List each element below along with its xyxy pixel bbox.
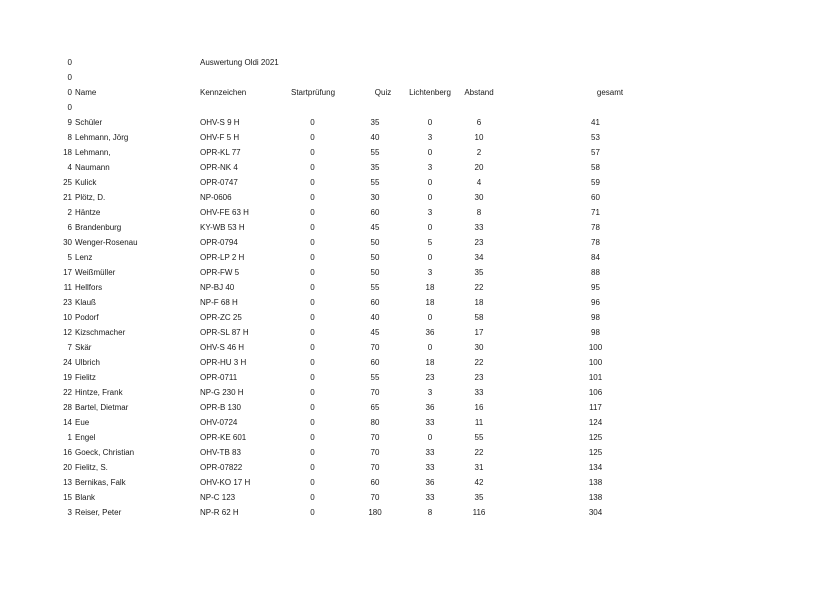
row-licht: 5 xyxy=(427,238,433,247)
row-ges: 100 xyxy=(588,343,603,352)
row-licht: 3 xyxy=(427,133,433,142)
row-start: 0 xyxy=(310,163,315,172)
row-plate: OPR-KE 601 xyxy=(200,433,247,442)
row-licht: 0 xyxy=(427,343,433,352)
row-plate: NP-R 62 H xyxy=(200,508,239,517)
row-quiz: 60 xyxy=(370,478,380,487)
row-abst: 2 xyxy=(476,148,482,157)
row-plate: OPR-0794 xyxy=(200,238,238,247)
row-name: Lehmann, xyxy=(75,148,111,157)
row-name: Fielitz, S. xyxy=(75,463,108,472)
row-ges: 125 xyxy=(588,433,603,442)
row-plate: OPR-HU 3 H xyxy=(200,358,247,367)
row-ges: 96 xyxy=(591,298,600,307)
row-ges: 100 xyxy=(588,358,603,367)
table-row xyxy=(0,147,835,159)
row-abst: 58 xyxy=(474,313,484,322)
table-row xyxy=(0,132,835,144)
row-rank: 3 xyxy=(67,508,72,517)
row-quiz: 80 xyxy=(370,418,380,427)
table-row xyxy=(0,417,835,429)
row-rank: 20 xyxy=(63,463,72,472)
row-ges: 106 xyxy=(588,388,603,397)
row-ges: 78 xyxy=(591,223,600,232)
row-start: 0 xyxy=(310,388,315,397)
row-ges: 124 xyxy=(588,418,603,427)
row-quiz: 40 xyxy=(370,133,380,142)
row-name: Goeck, Christian xyxy=(75,448,135,457)
table-row xyxy=(0,222,835,234)
row-rank: 15 xyxy=(63,493,72,502)
row-start: 0 xyxy=(310,433,315,442)
row-abst: 6 xyxy=(476,118,482,127)
row-rank: 16 xyxy=(63,448,72,457)
row-start: 0 xyxy=(310,133,315,142)
row-plate: OHV-FE 63 H xyxy=(200,208,249,217)
row-abst: 33 xyxy=(474,223,484,232)
row-plate: OPR-SL 87 H xyxy=(200,328,249,337)
row-rank: 4 xyxy=(67,163,72,172)
row-plate: OHV-KO 17 H xyxy=(200,478,251,487)
row-plate: OPR-B 130 xyxy=(200,403,241,412)
preamble-value: 0 xyxy=(67,73,72,82)
row-name: Weißmüller xyxy=(75,268,116,277)
row-quiz: 50 xyxy=(370,238,380,247)
row-abst: 22 xyxy=(474,448,484,457)
row-name: Eue xyxy=(75,418,90,427)
title-row xyxy=(0,57,835,69)
row-name: Reiser, Peter xyxy=(75,508,122,517)
row-rank: 8 xyxy=(67,133,72,142)
row-licht: 33 xyxy=(425,418,435,427)
row-start: 0 xyxy=(310,463,315,472)
row-ges: 58 xyxy=(591,163,600,172)
table-row xyxy=(0,162,835,174)
row-licht: 0 xyxy=(427,148,433,157)
row-name: Wenger-Rosenau xyxy=(75,238,138,247)
row-plate: OPR-0711 xyxy=(200,373,238,382)
row-quiz: 55 xyxy=(370,283,380,292)
row-ges: 95 xyxy=(591,283,600,292)
row-licht: 0 xyxy=(427,118,433,127)
row-rank: 28 xyxy=(63,403,72,412)
row-start: 0 xyxy=(310,403,315,412)
row-start: 0 xyxy=(310,448,315,457)
row-plate: OPR-ZC 25 xyxy=(200,313,242,322)
header-quiz: Quiz xyxy=(374,88,392,97)
preamble-row xyxy=(0,72,835,84)
row-abst: 35 xyxy=(474,268,484,277)
row-start: 0 xyxy=(310,298,315,307)
table-row xyxy=(0,402,835,414)
row-ges: 138 xyxy=(588,478,603,487)
row-rank: 10 xyxy=(63,313,72,322)
row-name: Hellfors xyxy=(75,283,103,292)
row-quiz: 55 xyxy=(370,148,380,157)
row-rank: 19 xyxy=(63,373,72,382)
row-name: Lenz xyxy=(75,253,93,262)
row-quiz: 45 xyxy=(370,223,380,232)
row-quiz: 180 xyxy=(368,508,382,517)
row-start: 0 xyxy=(310,343,315,352)
row-licht: 0 xyxy=(427,193,433,202)
row-abst: 30 xyxy=(474,193,484,202)
row-plate: OPR-LP 2 H xyxy=(200,253,245,262)
row-start: 0 xyxy=(310,508,315,517)
row-quiz: 40 xyxy=(370,313,380,322)
row-licht: 36 xyxy=(425,478,435,487)
row-plate: NP-G 230 H xyxy=(200,388,244,397)
after-header-value: 0 xyxy=(67,103,72,112)
row-quiz: 35 xyxy=(370,163,380,172)
row-licht: 0 xyxy=(427,313,433,322)
header-plate: Kennzeichen xyxy=(200,88,247,97)
row-start: 0 xyxy=(310,418,315,427)
row-ges: 57 xyxy=(591,148,600,157)
row-name: Kulick xyxy=(75,178,97,187)
row-name: Blank xyxy=(75,493,96,502)
row-start: 0 xyxy=(310,148,315,157)
table-row xyxy=(0,312,835,324)
row-abst: 31 xyxy=(474,463,484,472)
row-start: 0 xyxy=(310,268,315,277)
row-start: 0 xyxy=(310,223,315,232)
row-abst: 8 xyxy=(476,208,482,217)
row-plate: OPR-07822 xyxy=(200,463,243,472)
table-row xyxy=(0,267,835,279)
row-name: Bernikas, Falk xyxy=(75,478,126,487)
row-licht: 33 xyxy=(425,493,435,502)
table-row xyxy=(0,447,835,459)
row-name: Plötz, D. xyxy=(75,193,106,202)
row-plate: OHV-F 5 H xyxy=(200,133,240,142)
row-plate: OPR-0747 xyxy=(200,178,238,187)
table-row xyxy=(0,492,835,504)
page-title: Auswertung Oldi 2021 xyxy=(200,58,279,67)
row-start: 0 xyxy=(310,358,315,367)
row-plate: OPR-KL 77 xyxy=(200,148,241,157)
row-name: Podorf xyxy=(75,313,99,322)
row-start: 0 xyxy=(310,328,315,337)
header-licht: Lichtenberg xyxy=(409,88,451,97)
header-abst: Abstand xyxy=(464,88,494,97)
row-start: 0 xyxy=(310,478,315,487)
after-header-row xyxy=(0,102,835,114)
table-row xyxy=(0,177,835,189)
row-licht: 33 xyxy=(425,448,435,457)
row-quiz: 70 xyxy=(370,493,380,502)
row-plate: OHV-S 9 H xyxy=(200,118,240,127)
row-start: 0 xyxy=(310,118,315,127)
row-abst: 17 xyxy=(474,328,484,337)
row-abst: 116 xyxy=(472,508,486,517)
row-rank: 6 xyxy=(67,223,72,232)
row-name: Bartel, Dietmar xyxy=(75,403,129,412)
row-abst: 42 xyxy=(474,478,484,487)
row-ges: 125 xyxy=(588,448,603,457)
row-quiz: 45 xyxy=(370,328,380,337)
row-abst: 34 xyxy=(474,253,484,262)
row-start: 0 xyxy=(310,313,315,322)
row-plate: NP-F 68 H xyxy=(200,298,238,307)
row-licht: 8 xyxy=(427,508,433,517)
row-licht: 18 xyxy=(425,283,435,292)
row-abst: 23 xyxy=(474,373,484,382)
row-quiz: 50 xyxy=(370,253,380,262)
row-licht: 33 xyxy=(425,463,435,472)
row-plate: OHV-TB 83 xyxy=(200,448,241,457)
row-ges: 88 xyxy=(591,268,600,277)
row-name: Schüler xyxy=(75,118,103,127)
row-licht: 0 xyxy=(427,253,433,262)
row-abst: 55 xyxy=(474,433,484,442)
row-abst: 22 xyxy=(474,358,484,367)
row-abst: 23 xyxy=(474,238,484,247)
row-name: Klauß xyxy=(75,298,96,307)
row-rank: 23 xyxy=(63,298,72,307)
row-licht: 36 xyxy=(425,328,435,337)
row-licht: 3 xyxy=(427,163,433,172)
table-row xyxy=(0,372,835,384)
row-rank: 11 xyxy=(63,283,72,292)
row-ges: 84 xyxy=(591,253,600,262)
row-abst: 16 xyxy=(474,403,484,412)
row-plate: NP-BJ 40 xyxy=(200,283,235,292)
row-name: Fielitz xyxy=(75,373,96,382)
row-start: 0 xyxy=(310,238,315,247)
row-ges: 138 xyxy=(588,493,603,502)
row-start: 0 xyxy=(310,493,315,502)
row-name: Lehmann, Jörg xyxy=(75,133,129,142)
row-licht: 3 xyxy=(427,208,433,217)
table-row xyxy=(0,327,835,339)
row-abst: 22 xyxy=(474,283,484,292)
row-quiz: 50 xyxy=(370,268,380,277)
row-rank: 14 xyxy=(63,418,72,427)
row-rank: 21 xyxy=(63,193,72,202)
row-licht: 18 xyxy=(425,298,435,307)
header-row xyxy=(0,87,835,99)
row-quiz: 70 xyxy=(370,388,380,397)
row-rank: 1 xyxy=(67,433,72,442)
row-licht: 3 xyxy=(427,388,433,397)
table-row xyxy=(0,252,835,264)
row-licht: 3 xyxy=(427,268,433,277)
row-rank: 2 xyxy=(67,208,72,217)
row-rank: 5 xyxy=(67,253,72,262)
row-ges: 98 xyxy=(591,328,600,337)
row-quiz: 70 xyxy=(370,433,380,442)
row-rank: 24 xyxy=(63,358,72,367)
row-abst: 35 xyxy=(474,493,484,502)
row-ges: 98 xyxy=(591,313,600,322)
row-name: Häntze xyxy=(75,208,101,217)
row-name: Engel xyxy=(75,433,96,442)
row-plate: NP-C 123 xyxy=(200,493,236,502)
row-name: Naumann xyxy=(75,163,110,172)
row-ges: 41 xyxy=(591,118,600,127)
table-row xyxy=(0,477,835,489)
row-plate: OPR-FW 5 xyxy=(200,268,240,277)
row-start: 0 xyxy=(310,283,315,292)
row-licht: 0 xyxy=(427,433,433,442)
row-abst: 33 xyxy=(474,388,484,397)
row-rank: 12 xyxy=(63,328,72,337)
row-rank: 17 xyxy=(63,268,72,277)
row-rank: 7 xyxy=(67,343,72,352)
row-licht: 0 xyxy=(427,178,433,187)
row-plate: NP-0606 xyxy=(200,193,232,202)
table-row xyxy=(0,507,835,519)
row-ges: 71 xyxy=(591,208,600,217)
row-plate: OPR-NK 4 xyxy=(200,163,238,172)
row-start: 0 xyxy=(310,373,315,382)
table-row xyxy=(0,342,835,354)
row-quiz: 70 xyxy=(370,463,380,472)
table-row xyxy=(0,462,835,474)
row-rank: 9 xyxy=(67,118,72,127)
row-start: 0 xyxy=(310,208,315,217)
row-quiz: 70 xyxy=(370,448,380,457)
header-rank: 0 xyxy=(67,88,72,97)
row-name: Brandenburg xyxy=(75,223,122,232)
row-name: Kizschmacher xyxy=(75,328,126,337)
row-abst: 10 xyxy=(474,133,484,142)
table-row xyxy=(0,387,835,399)
row-ges: 60 xyxy=(591,193,600,202)
row-licht: 18 xyxy=(425,358,435,367)
header-ges: gesamt xyxy=(596,88,624,97)
row-ges: 59 xyxy=(591,178,600,187)
table-row xyxy=(0,357,835,369)
row-quiz: 35 xyxy=(370,118,380,127)
row-abst: 4 xyxy=(476,178,482,187)
row-licht: 36 xyxy=(425,403,435,412)
row-name: Hintze, Frank xyxy=(75,388,123,397)
row-licht: 23 xyxy=(425,373,435,382)
row-quiz: 70 xyxy=(370,343,380,352)
row-rank: 22 xyxy=(63,388,72,397)
row-quiz: 30 xyxy=(370,193,380,202)
row-ges: 134 xyxy=(588,463,603,472)
table-row xyxy=(0,192,835,204)
preamble-value: 0 xyxy=(67,58,72,67)
row-rank: 25 xyxy=(63,178,72,187)
row-plate: OHV-S 46 H xyxy=(200,343,245,352)
row-start: 0 xyxy=(310,178,315,187)
row-start: 0 xyxy=(310,193,315,202)
row-quiz: 65 xyxy=(370,403,380,412)
row-licht: 0 xyxy=(427,223,433,232)
row-start: 0 xyxy=(310,253,315,262)
row-quiz: 55 xyxy=(370,373,380,382)
row-quiz: 60 xyxy=(370,298,380,307)
row-ges: 78 xyxy=(591,238,600,247)
row-ges: 53 xyxy=(591,133,600,142)
row-abst: 11 xyxy=(474,418,484,427)
header-name: Name xyxy=(75,88,97,97)
row-ges: 304 xyxy=(588,508,603,517)
row-plate: KY-WB 53 H xyxy=(200,223,245,232)
row-abst: 20 xyxy=(474,163,484,172)
row-quiz: 60 xyxy=(370,358,380,367)
row-abst: 18 xyxy=(474,298,484,307)
header-start: Startprüfung xyxy=(290,88,336,97)
row-plate: OHV-0724 xyxy=(200,418,238,427)
table-row xyxy=(0,297,835,309)
row-ges: 101 xyxy=(588,373,603,382)
row-quiz: 60 xyxy=(370,208,380,217)
row-name: Skär xyxy=(75,343,92,352)
row-rank: 18 xyxy=(63,148,72,157)
row-name: Ulbrich xyxy=(75,358,100,367)
row-abst: 30 xyxy=(474,343,484,352)
table-row xyxy=(0,117,835,129)
table-row xyxy=(0,237,835,249)
row-ges: 117 xyxy=(589,403,602,412)
row-rank: 13 xyxy=(63,478,72,487)
row-rank: 30 xyxy=(63,238,72,247)
table-row xyxy=(0,207,835,219)
row-quiz: 55 xyxy=(370,178,380,187)
table-row xyxy=(0,432,835,444)
table-row xyxy=(0,282,835,294)
